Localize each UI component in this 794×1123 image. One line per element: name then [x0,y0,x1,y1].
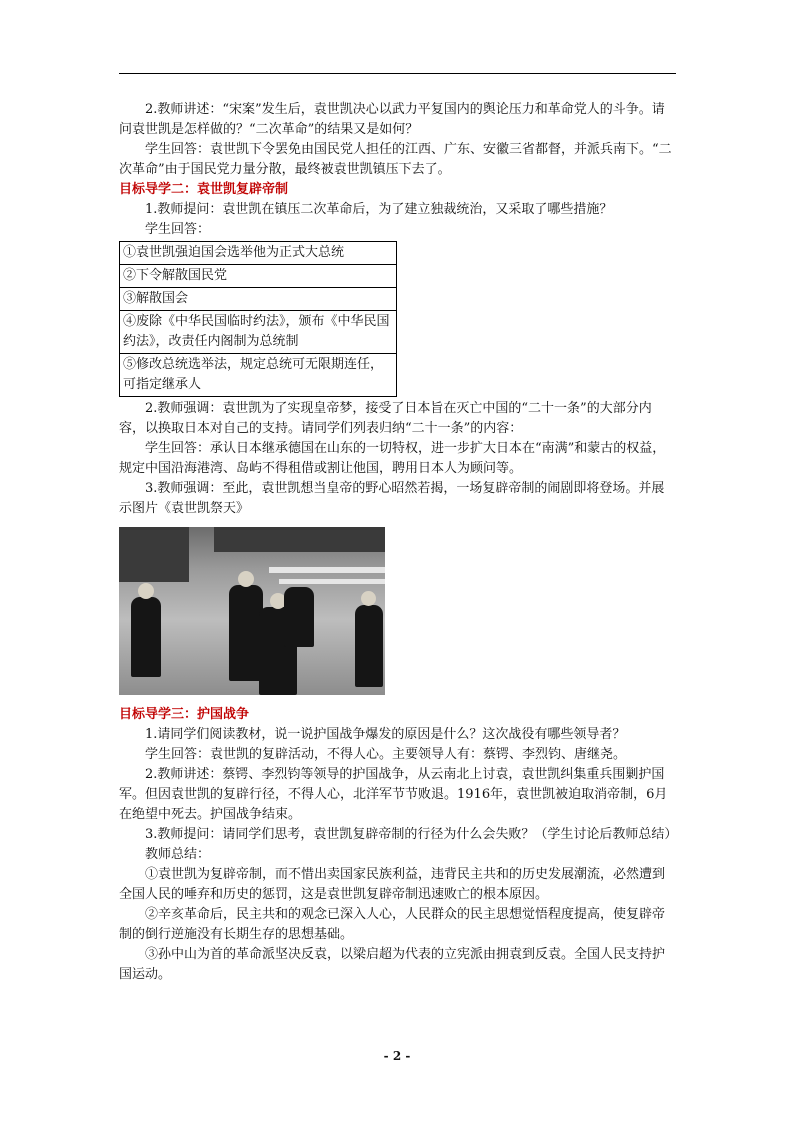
paragraph: ③孙中山为首的革命派坚决反袁，以梁启超为代表的立宪派由拥袁到反袁。全国人民支持护国运动。 [119,947,666,982]
table-cell: ①袁世凯强迫国会选举他为正式大总统 [120,242,397,265]
paragraph: 学生回答：袁世凯的复辟活动，不得人心。主要领导人有：蔡锷、李烈钧、唐继尧。 [145,747,627,762]
paragraph: 学生回答：承认日本继承德国在山东的一切特权，进一步扩大日本在“南满”和蒙古的权益，规定中国沿海港湾、岛屿不得租借或割让他国，聘用日本人为顾问等。 [119,441,666,476]
paragraph: 教师总结： [145,847,211,862]
table-row [120,288,397,311]
table-cell: ⑤修改总统选举法，规定总统可无限期连任，可指定继承人 [120,354,397,397]
paragraph: 1.请同学们阅读教材，说一说护国战争爆发的原因是什么？这次战役有哪些领导者？ [145,727,626,742]
page-number: - 2 - [383,1049,411,1063]
paragraph: 学生回答： [145,222,211,237]
paragraph: 学生回答：袁世凯下令罢免由国民党人担任的江西、广东、安徽三省都督，并派兵南下。“二次革命”由于国民党力量分散，最终被袁世凯镇压下去了。 [119,142,672,177]
building-shape [119,527,189,582]
figure-shape [284,587,314,647]
figure-head [361,591,376,606]
table-cell: ②下令解散国民党 [120,265,397,288]
answer-table [119,241,397,397]
figure-head [138,583,154,599]
paragraph: 1.教师提问：袁世凯在镇压二次革命后，为了建立独裁统治，又采取了哪些措施？ [145,202,613,217]
table-cell: ④废除《中华民国临时约法》，颁布《中华民国约法》，改责任内阁制为总统制 [120,311,397,354]
paragraph: 2.教师强调：袁世凯为了实现皇帝梦，接受了日本旨在灭亡中国的“二十一条”的大部分内容，以换取日本对自己的支持。请同学们列表归纳“二十一条”的内容： [119,401,652,436]
paragraph: 3.教师强调：至此，袁世凯想当皇帝的野心昭然若揭，一场复辟帝制的闹剧即将登场。并展示图片《袁世凯祭天》 [119,481,665,516]
paragraph: ①袁世凯为复辟帝制，而不惜出卖国家民族利益，违背民主共和的历史发展潮流，必然遭到全国人民的唾弃和历史的惩罚，这是袁世凯复辟帝制迅速败亡的根本原因。 [119,867,666,902]
figure-shape [355,605,383,687]
step-shape [279,579,385,584]
building-shape [214,527,385,552]
paragraph: ②辛亥革命后，民主共和的观念已深入人心，人民群众的民主思想觉悟程度提高，使复辟帝制的倒行逆施没有长期生存的思想基础。 [119,907,666,942]
step-shape [269,567,385,573]
paragraph: 2.教师讲述：蔡锷、李烈钧等领导的护国战争，从云南北上讨袁，袁世凯纠集重兵围剿护国军。但因袁世凯的复辟行径，不得人心，北洋军节节败退。1916年，袁世凯被迫取消帝制，6月在绝望中死去。护国战争结束。 [119,767,668,822]
historical-photo [119,527,385,695]
table-cell: ③解散国会 [120,288,397,311]
paragraph: 2.教师讲述：“宋案”发生后，袁世凯决心以武力平复国内的舆论压力和革命党人的斗争。请问袁世凯是怎样做的？“二次革命”的结果又是如何？ [119,102,665,137]
section-heading: 目标导学二：袁世凯复辟帝制 [119,182,289,197]
figure-shape [229,585,263,681]
section-heading: 目标导学三：护国战争 [119,707,250,722]
figure-head [238,571,254,587]
figure-shape [131,597,161,677]
document-body [119,100,676,985]
table-row [120,242,397,265]
table-row [120,311,397,354]
paragraph: 3.教师提问：请同学们思考，袁世凯复辟帝制的行径为什么会失败？（学生讨论后教师总结） [145,827,678,842]
table-row [120,265,397,288]
header-rule [119,73,676,74]
table-row [120,354,397,397]
